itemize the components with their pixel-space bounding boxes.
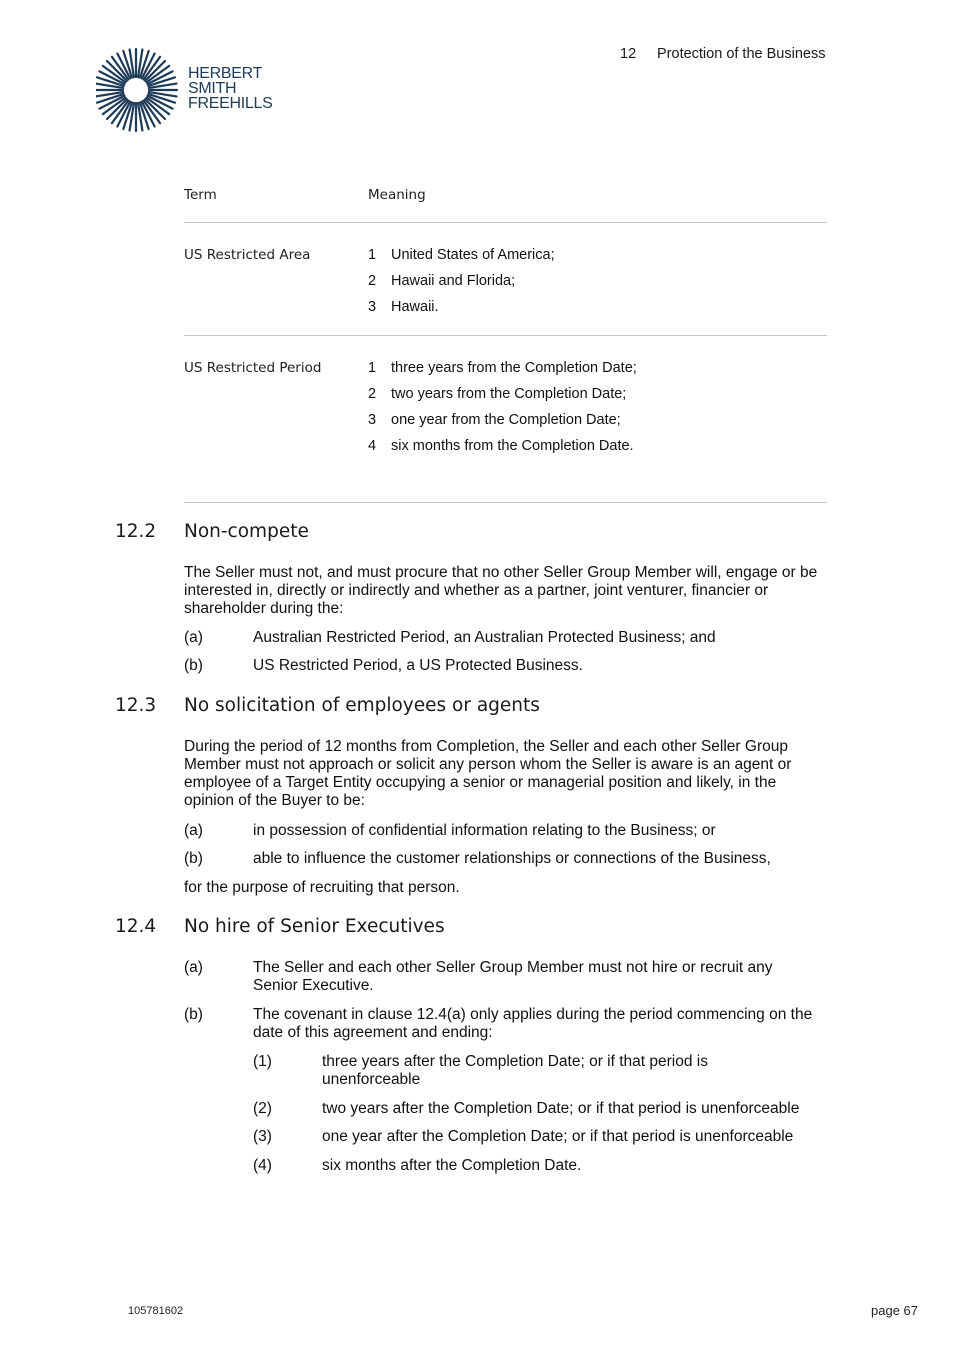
section-title: Protection of the Business [657, 46, 826, 62]
column-header-term: Term [184, 187, 217, 203]
meaning-item: 2 two years from the Completion Date; [368, 386, 627, 402]
term-cell: US Restricted Area [184, 247, 311, 263]
list-item: (a) Australian Restricted Period, an Australian Protected Business; and [184, 629, 716, 646]
list-item: (a) in possession of confidential information relating to the Business; or [184, 822, 716, 839]
document-id: 105781602 [128, 1305, 184, 1317]
logo-line-1: HERBERT [188, 65, 263, 82]
meaning-item: 3 one year from the Completion Date; [368, 412, 621, 428]
logo-wordmark [188, 66, 272, 111]
list-item: (b) The covenant in clause 12.4(a) only applies during the period commencing on the date of this agreement and ending: [184, 1006, 813, 1041]
closing-text-12-3: for the purpose of recruiting that person. [184, 879, 460, 896]
column-header-meaning: Meaning [368, 187, 426, 203]
meaning-item: 1 United States of America; [368, 247, 555, 263]
list-item: (a) The Seller and each other Seller Group Member must not hire or recruit any Senior Executive. [184, 959, 773, 994]
paragraph-12-2: The Seller must not, and must procure that no other Seller Group Member will, engage or be interested in, directly or indirectly and whether as a partner, joint venturer, financier or shareholder during the: [184, 564, 818, 617]
meaning-item: 1 three years from the Completion Date; [368, 360, 637, 376]
table-header-row [184, 184, 827, 223]
sub-list-item: (4) six months after the Completion Date. [253, 1157, 582, 1174]
paragraph-12-3: During the period of 12 months from Completion, the Seller and each other Seller Group Member must not approach or solicit any person whom the Seller is aware is an agent or employee of a Target Entity occupying a senior or managerial position and likely, in the opinion of the Buyer to be: [184, 738, 792, 809]
section-number: 12 [620, 46, 637, 62]
meaning-item: 2 Hawaii and Florida; [368, 273, 516, 289]
table-row [184, 223, 827, 336]
sub-list-item: (3) one year after the Completion Date; or if that period is unenforceable [253, 1128, 794, 1145]
logo-line-2: SMITH [188, 80, 237, 97]
table-row [184, 336, 827, 503]
page-number: page 67 [871, 1303, 918, 1318]
list-item: (b) US Restricted Period, a US Protected Business. [184, 657, 583, 674]
definitions-table [184, 184, 827, 503]
meaning-item: 3 Hawaii. [368, 299, 439, 315]
sub-list-item: (1) three years after the Completion Date; or if that period is unenforceable [253, 1053, 708, 1088]
sunburst-logo-icon [96, 46, 180, 134]
term-cell: US Restricted Period [184, 360, 322, 376]
firm-logo [96, 46, 276, 134]
running-header [620, 46, 825, 62]
meaning-item: 4 six months from the Completion Date. [368, 438, 634, 454]
list-item: (b) able to influence the customer relationships or connections of the Business, [184, 850, 771, 867]
logo-line-3: FREEHILLS [188, 95, 273, 112]
sub-list-item: (2) two years after the Completion Date; or if that period is unenforceable [253, 1100, 800, 1117]
